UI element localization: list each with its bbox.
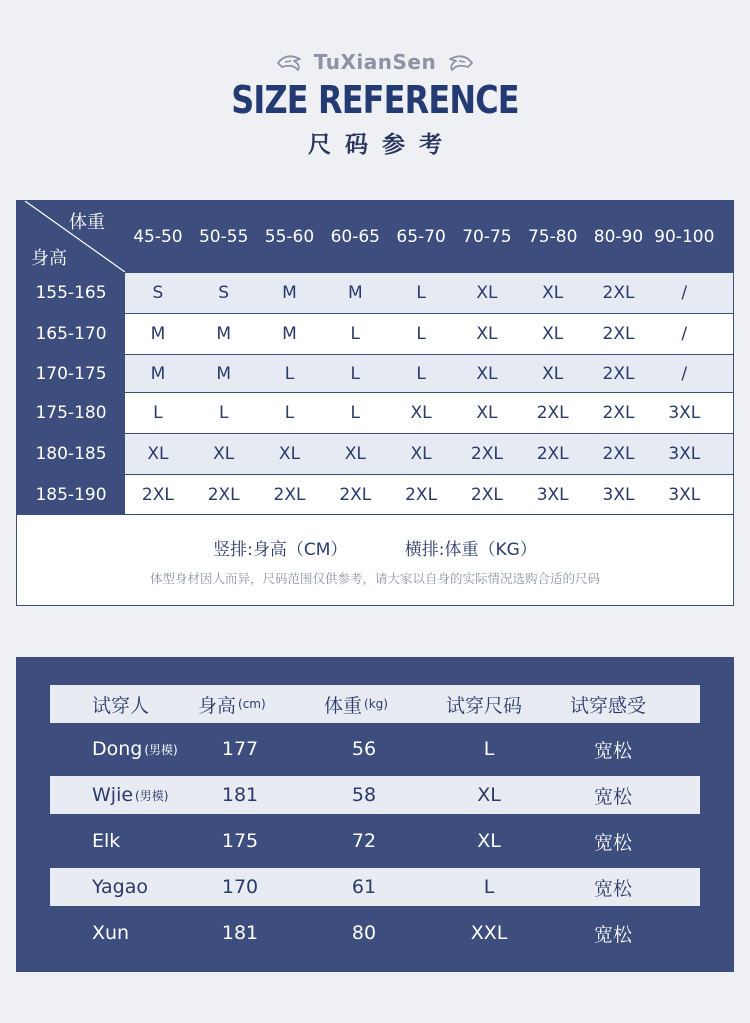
tester-name: Elk [92,830,121,852]
size-table-row [17,392,733,433]
tester-feel: 宽松 [593,785,632,808]
tester-tag: (男模) [144,742,178,757]
size-cell: XL [476,324,498,344]
size-cell: XL [542,283,564,303]
size-legend [17,535,733,560]
size-cell: 2XL [602,444,635,464]
height-range-cell: 180-185 [17,434,125,474]
try-on-header-row [50,685,700,723]
size-cell: L [416,363,426,384]
weight-column-header: 80-90 [593,226,644,247]
header-size: 试穿尺码 [446,694,523,717]
header-weight-label: 体重 [324,694,363,717]
header-height-label: 身高 [198,694,237,717]
height-range-cell: 165-170 [17,314,125,354]
try-on-row [50,822,700,860]
size-table-header [17,201,733,272]
height-range-cell: 185-190 [17,475,125,514]
size-cell: L [350,403,361,423]
size-cell: 3XL [536,484,569,505]
tester-weight: 80 [351,922,377,944]
size-cell: XL [542,363,564,384]
size-cell: XL [278,444,301,464]
size-cell: M [282,324,297,344]
tester-name-cell [92,868,148,906]
size-cell: XL [344,444,366,464]
height-range-cell: 175-180 [17,393,125,433]
tester-weight: 72 [351,830,377,852]
size-cell: / [681,363,688,384]
size-cell: XL [410,403,432,423]
header-feel: 试穿感受 [570,694,647,717]
size-cell: 2XL [602,283,635,303]
size-cell: 2XL [602,403,635,423]
tester-name-cell [92,776,168,814]
sparrow-left-icon [276,51,304,73]
header-tester: 试穿人 [92,694,150,717]
try-on-row [50,730,700,768]
weight-column-header: 50-55 [198,226,249,247]
weight-column-header: 45-50 [133,226,183,247]
size-cell: M [150,324,166,344]
tester-name: Xun [92,922,130,944]
legend-horizontal: 横排:体重（KG） [404,540,537,560]
height-range-cell: 170-175 [17,355,125,392]
size-table-row [17,433,733,474]
tester-name: Dong [92,738,143,760]
tester-feel: 宽松 [593,877,632,900]
tester-name-cell [92,822,120,860]
size-cell: XL [476,283,498,303]
tester-weight: 58 [351,784,377,806]
page-title: SIZE REFERENCE [231,78,519,122]
size-cell: XL [410,444,432,464]
size-cell: M [216,363,232,384]
header-weight-unit: (kg) [364,697,388,711]
size-cell: / [681,324,688,344]
tester-weight: 61 [351,876,377,898]
size-cell: / [681,283,688,303]
tester-size: L [483,738,495,760]
size-cell: XL [476,363,498,384]
try-on-panel [16,657,734,972]
size-cell: 2XL [536,444,569,464]
size-cell: 2XL [207,484,240,505]
size-cell: 2XL [470,484,503,505]
size-cell: 2XL [536,403,569,423]
weight-column-header: 65-70 [396,226,446,247]
size-cell: 2XL [602,324,635,344]
tester-feel: 宽松 [593,739,632,762]
size-cell: S [152,283,164,303]
tester-name: Wjie [92,784,134,806]
size-cell: M [347,283,363,303]
header-height-unit: (cm) [238,697,266,711]
brand-header [0,48,750,76]
weight-column-header: 75-80 [527,226,578,247]
weight-column-header: 70-75 [462,226,512,247]
weight-column-header: 55-60 [264,226,315,247]
sparrow-right-icon [446,51,474,73]
tester-feel: 宽松 [593,923,632,946]
size-cell: XL [147,444,169,464]
size-cell: 2XL [141,484,174,505]
try-on-row [50,914,700,952]
size-cell: 2XL [470,444,503,464]
size-cell: 2XL [339,484,372,505]
try-on-row [50,776,700,814]
tester-name-cell [92,914,129,952]
weight-column-header: 60-65 [330,226,380,247]
tester-height: 170 [221,876,259,898]
tester-height: 175 [221,830,259,852]
size-cell: 3XL [668,484,701,505]
tester-height: 177 [221,738,259,760]
size-cell: M [216,324,232,344]
size-cell: L [350,363,361,384]
size-table-row [17,313,733,354]
size-cell: L [218,403,229,423]
try-on-row [50,868,700,906]
size-cell: L [284,403,295,423]
tester-size: L [483,876,495,898]
size-cell: L [416,324,426,344]
tester-tag: (男模) [135,788,169,803]
brand-name: TuXianSen [313,50,437,74]
header-height [198,685,266,723]
corner-height-label: 身高 [31,248,67,269]
size-cell: M [282,283,297,303]
header-weight [324,685,388,723]
size-cell: L [350,324,361,344]
tester-name-cell [92,730,178,768]
tester-name: Yagao [92,876,148,898]
page-subtitle: 尺码参考 [308,132,456,158]
corner-weight-label: 体重 [69,212,105,233]
size-cell: XL [542,324,564,344]
tester-feel: 宽松 [593,831,632,854]
legend-vertical: 竖排:身高（CM） [213,540,348,560]
size-cell: 3XL [668,444,701,464]
size-table-row [17,272,733,313]
size-cell: L [284,363,295,384]
size-cell: M [150,363,166,384]
table-bottom-divider [17,514,733,515]
size-chart-panel [16,200,734,606]
corner-cell [17,201,125,272]
size-table-row [17,474,733,514]
size-cell: 3XL [668,403,701,423]
size-cell: 2XL [273,484,306,505]
size-cell: 2XL [405,484,438,505]
tester-height: 181 [221,784,259,806]
size-cell: 2XL [602,363,635,384]
tester-height: 181 [221,922,259,944]
tester-size: XL [477,830,501,852]
size-cell: L [416,283,426,303]
size-cell: 3XL [602,484,635,505]
tester-size: XXL [470,922,508,944]
tester-size: XL [477,784,501,806]
size-table-row [17,354,733,392]
size-cell: L [153,403,163,423]
height-range-cell: 155-165 [17,273,125,313]
size-cell: S [218,283,230,303]
weight-column-header: 90-100 [654,226,715,247]
tester-weight: 56 [351,738,377,760]
size-note: 体型身材因人而异，尺码范围仅供参考，请大家以自身的实际情况选购合适的尺码 [149,571,600,586]
size-cell: XL [476,403,498,423]
size-cell: XL [213,444,235,464]
